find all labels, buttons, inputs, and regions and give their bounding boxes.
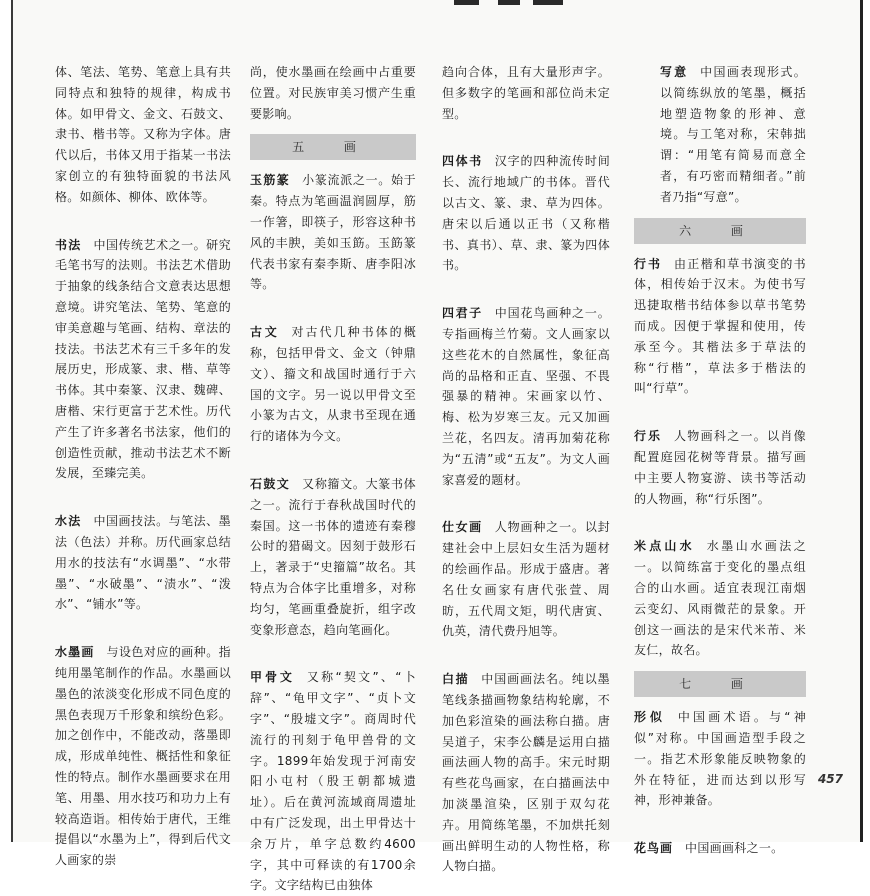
page-number: 457	[817, 772, 843, 786]
entry-jiaguwen	[250, 667, 416, 896]
entry-text: 中国画术语。与“神似”对称。中国画造型手段之一。指艺术形象能反映物象的外在特征，进而达到以形写神，形神兼备。	[634, 710, 806, 808]
scan-mark	[454, 0, 479, 5]
entry-midianshanshui	[634, 536, 806, 661]
column-4	[634, 62, 806, 856]
entry-term: 米点山水	[634, 539, 695, 554]
entry-term: 玉筋篆	[250, 173, 291, 188]
entry-text: 水墨山水画法之一。以简练富于变化的墨点组合的山水画。适宜表现江南烟云变幻、风雨微茫的景象。开创这一画法的是宋代米芾、米友仁，故名。	[634, 539, 806, 658]
entry-guwen	[250, 322, 416, 447]
entry-term: 书法	[55, 237, 82, 252]
column-2	[250, 62, 416, 893]
entry-text: 中国画表现形式。以简练纵放的笔墨，概括地塑造物象的形神、意境。与工笔对称，宋韩拙谓：“用笔有简易而意全者，有巧密而精细者。”前者乃指“写意”。	[660, 65, 806, 204]
entry-term: 行乐	[634, 429, 662, 444]
section-header-five-strokes: 五 画	[250, 134, 416, 160]
entry-text: 中国画技法。与笔法、墨法（色法）并称。历代画家总结用水的技法有“水调墨”、“水带墨”、“水破墨”、“渍水”、“泼水”、“铺水”等。	[55, 514, 231, 612]
book-page	[11, 0, 863, 893]
entry-text: 与设色对应的画种。指纯用墨笔制作的作品。水墨画以墨色的浓淡变化形成不同色度的黑色表现万千形象和缤纷色彩。加之创作中，不能改动，落墨即成，形成单纯性、概括性和象征性的特点。制作水墨画要求在用笔、用墨、用水技巧和功力上有较高造诣。相传始于唐代，王维提倡以“水墨为上”，得到后代文人画家的崇	[55, 645, 231, 868]
entry-sijunzi	[442, 303, 610, 490]
entry-term: 形似	[634, 710, 666, 725]
scan-mark	[498, 0, 520, 5]
continued-paragraph: 体、笔法、笔势、笔意上具有共同特点和独特的规律，构成书体。如甲骨文、金文、石鼓文、隶书、楷书等。又称为字体。唐代以后，书体又用于指某一书法家创立的有独特面貌的书法风格。如颜体、柳体、欧体等。	[55, 65, 231, 204]
entry-xingshu	[634, 254, 806, 400]
entry-shinvhua	[442, 517, 610, 642]
entry-text: 对古代几种书体的概称，包括甲骨文、金文（钟鼎文）、籀文和战国时通行于六国的文字。另一说以甲骨文至小篆为古文，从隶书至现在通行的诸体为今文。	[250, 325, 416, 444]
entry-term: 仕女画	[442, 520, 483, 535]
entry-text: 又称籀文。大篆书体之一。流行于春秋战国时代的秦国。这一书体的遗迹有秦穆公时的猎碣文。因刻于鼓形石上，著录于“史籀篇”故名。其特点为合体字比重增多，对称均匀，笔画重叠旋折，组字改变象形意态，趋向笔画化。	[250, 476, 416, 637]
entry-text: 由正楷和草书演变的书体，相传始于汉末。为使书写迅捷取楷书结体参以草书笔势而成。因便于掌握和使用，传承至今。其楷法多于草法的称“行楷”，草法多于楷法的叫“行草”。	[634, 256, 806, 396]
entry-term: 水法	[55, 514, 82, 529]
entry-term: 花鸟画	[634, 841, 674, 856]
entry-shiguwen	[250, 474, 416, 640]
entry-text: 汉字的四种流传时间长、流行地域广的书体。晋代以古文、篆、隶、草为四体。唐宋以后通以正书（又称楷书、真书）、草、隶、篆为四体书。	[442, 154, 610, 273]
page-left-edge	[11, 0, 13, 842]
entry-xieyi	[634, 62, 806, 208]
continued-paragraph: 趋向合体，且有大量形声字。但多数字的笔画和部位尚未定型。	[442, 65, 610, 121]
entry-term: 白描	[442, 672, 470, 687]
continued-paragraph: 尚，使水墨画在绘画中占重要位置。对民族审美习惯产生重要影响。	[250, 65, 416, 121]
entry-term: 行书	[634, 256, 662, 271]
entry-text: 中国画画法名。纯以墨笔线条描画物象结构轮廓，不加色彩渲染的画法称白描。唐吴道子，宋李公麟是运用白描画法画人物的高手。宋元时期有些花鸟画家，在白描画法中加淡墨渲染，区别于双勾花卉。用简练笔墨，不加烘托刻画出鲜明生动的人物性格，称人物白描。	[442, 672, 610, 874]
entry-term: 甲骨文	[250, 670, 295, 685]
entry-text: 人物画科之一。以肖像配置庭园花树等背景。描写画中主要人物宴游、读书等活动的人物画，称“行乐图”。	[634, 429, 806, 506]
entry-term: 四君子	[442, 306, 483, 321]
top-scan-strip	[11, 0, 863, 8]
entry-yujinzhuan	[250, 170, 416, 295]
entry-sitishu	[442, 151, 610, 276]
entry-term: 石鼓文	[250, 476, 291, 491]
scan-mark	[533, 0, 563, 5]
entry-huaniaohua	[634, 838, 806, 859]
entry-term: 水墨画	[55, 645, 95, 660]
entry-text: 中国传统艺术之一。研究毛笔书写的法则。书法艺术借助于抽象的线条结合文意表达思想意境。讲究笔法、笔势、笔意的审美意趣与笔画、结构、章法的技法。书法艺术有三千多年的发展历史，形成篆、隶、楷、草等书体。其中秦篆、汉隶、魏碑、唐楷、宋行更富于艺术性。历代产生了许多著名书法家，他们的创造性贡献，推动书法艺术不断发展，至臻完美。	[55, 237, 231, 481]
entry-term: 写意	[660, 65, 689, 79]
entry-term: 古文	[250, 325, 280, 340]
entry-xingle	[634, 426, 806, 509]
entry-xingsi	[634, 707, 806, 811]
entry-baimiao	[442, 669, 610, 877]
page-right-edge	[860, 0, 863, 842]
entry-shuifa	[55, 511, 231, 615]
section-header-seven-strokes: 七 画	[634, 671, 806, 697]
entry-text: 小篆流派之一。始于秦。特点为笔画温润圆厚，筋一作箸，即筷子，形容这种书风的丰腴，美如玉筯。玉筯篆代表书家有秦李斯、唐李阳冰等。	[250, 173, 416, 292]
entry-text: 中国花鸟画种之一。专指画梅兰竹菊。文人画家以这些花木的自然属性，象征高尚的品格和正直、坚强、不畏强暴的精神。宋画家以竹、梅、松为岁寒三友。元又加画兰花，名四友。清再加菊花称为“五清”或“五友”。为文人画家喜爱的题材。	[442, 306, 610, 487]
entry-text: 又称“契文”、“卜辞”、“龟甲文字”、“贞卜文字”、“殷墟文字”。商周时代流行的刊刻于龟甲兽骨的文字。1899年始发现于河南安阳小屯村（殷王朝都城遗址）。后在黄河流域商周遗址中有广泛发现，出土甲骨达十余万片，单字总数约4600字，其中可释读的有1700余字。文字结构已由独体	[250, 670, 416, 893]
entry-shufa	[55, 235, 231, 485]
section-header-six-strokes: 六 画	[634, 218, 806, 244]
entry-term: 四体书	[442, 154, 483, 169]
column-3	[442, 62, 610, 874]
entry-text: 中国画画科之一。	[685, 841, 784, 856]
entry-text: 人物画种之一。以封建社会中上层妇女生活为题材的绘画作品。形成于盛唐。著名仕女画家有唐代张萱、周昉，五代周文矩，明代唐寅、仇英，清代费丹旭等。	[442, 520, 610, 639]
column-1	[55, 62, 231, 868]
entry-shuimohua	[55, 642, 231, 871]
